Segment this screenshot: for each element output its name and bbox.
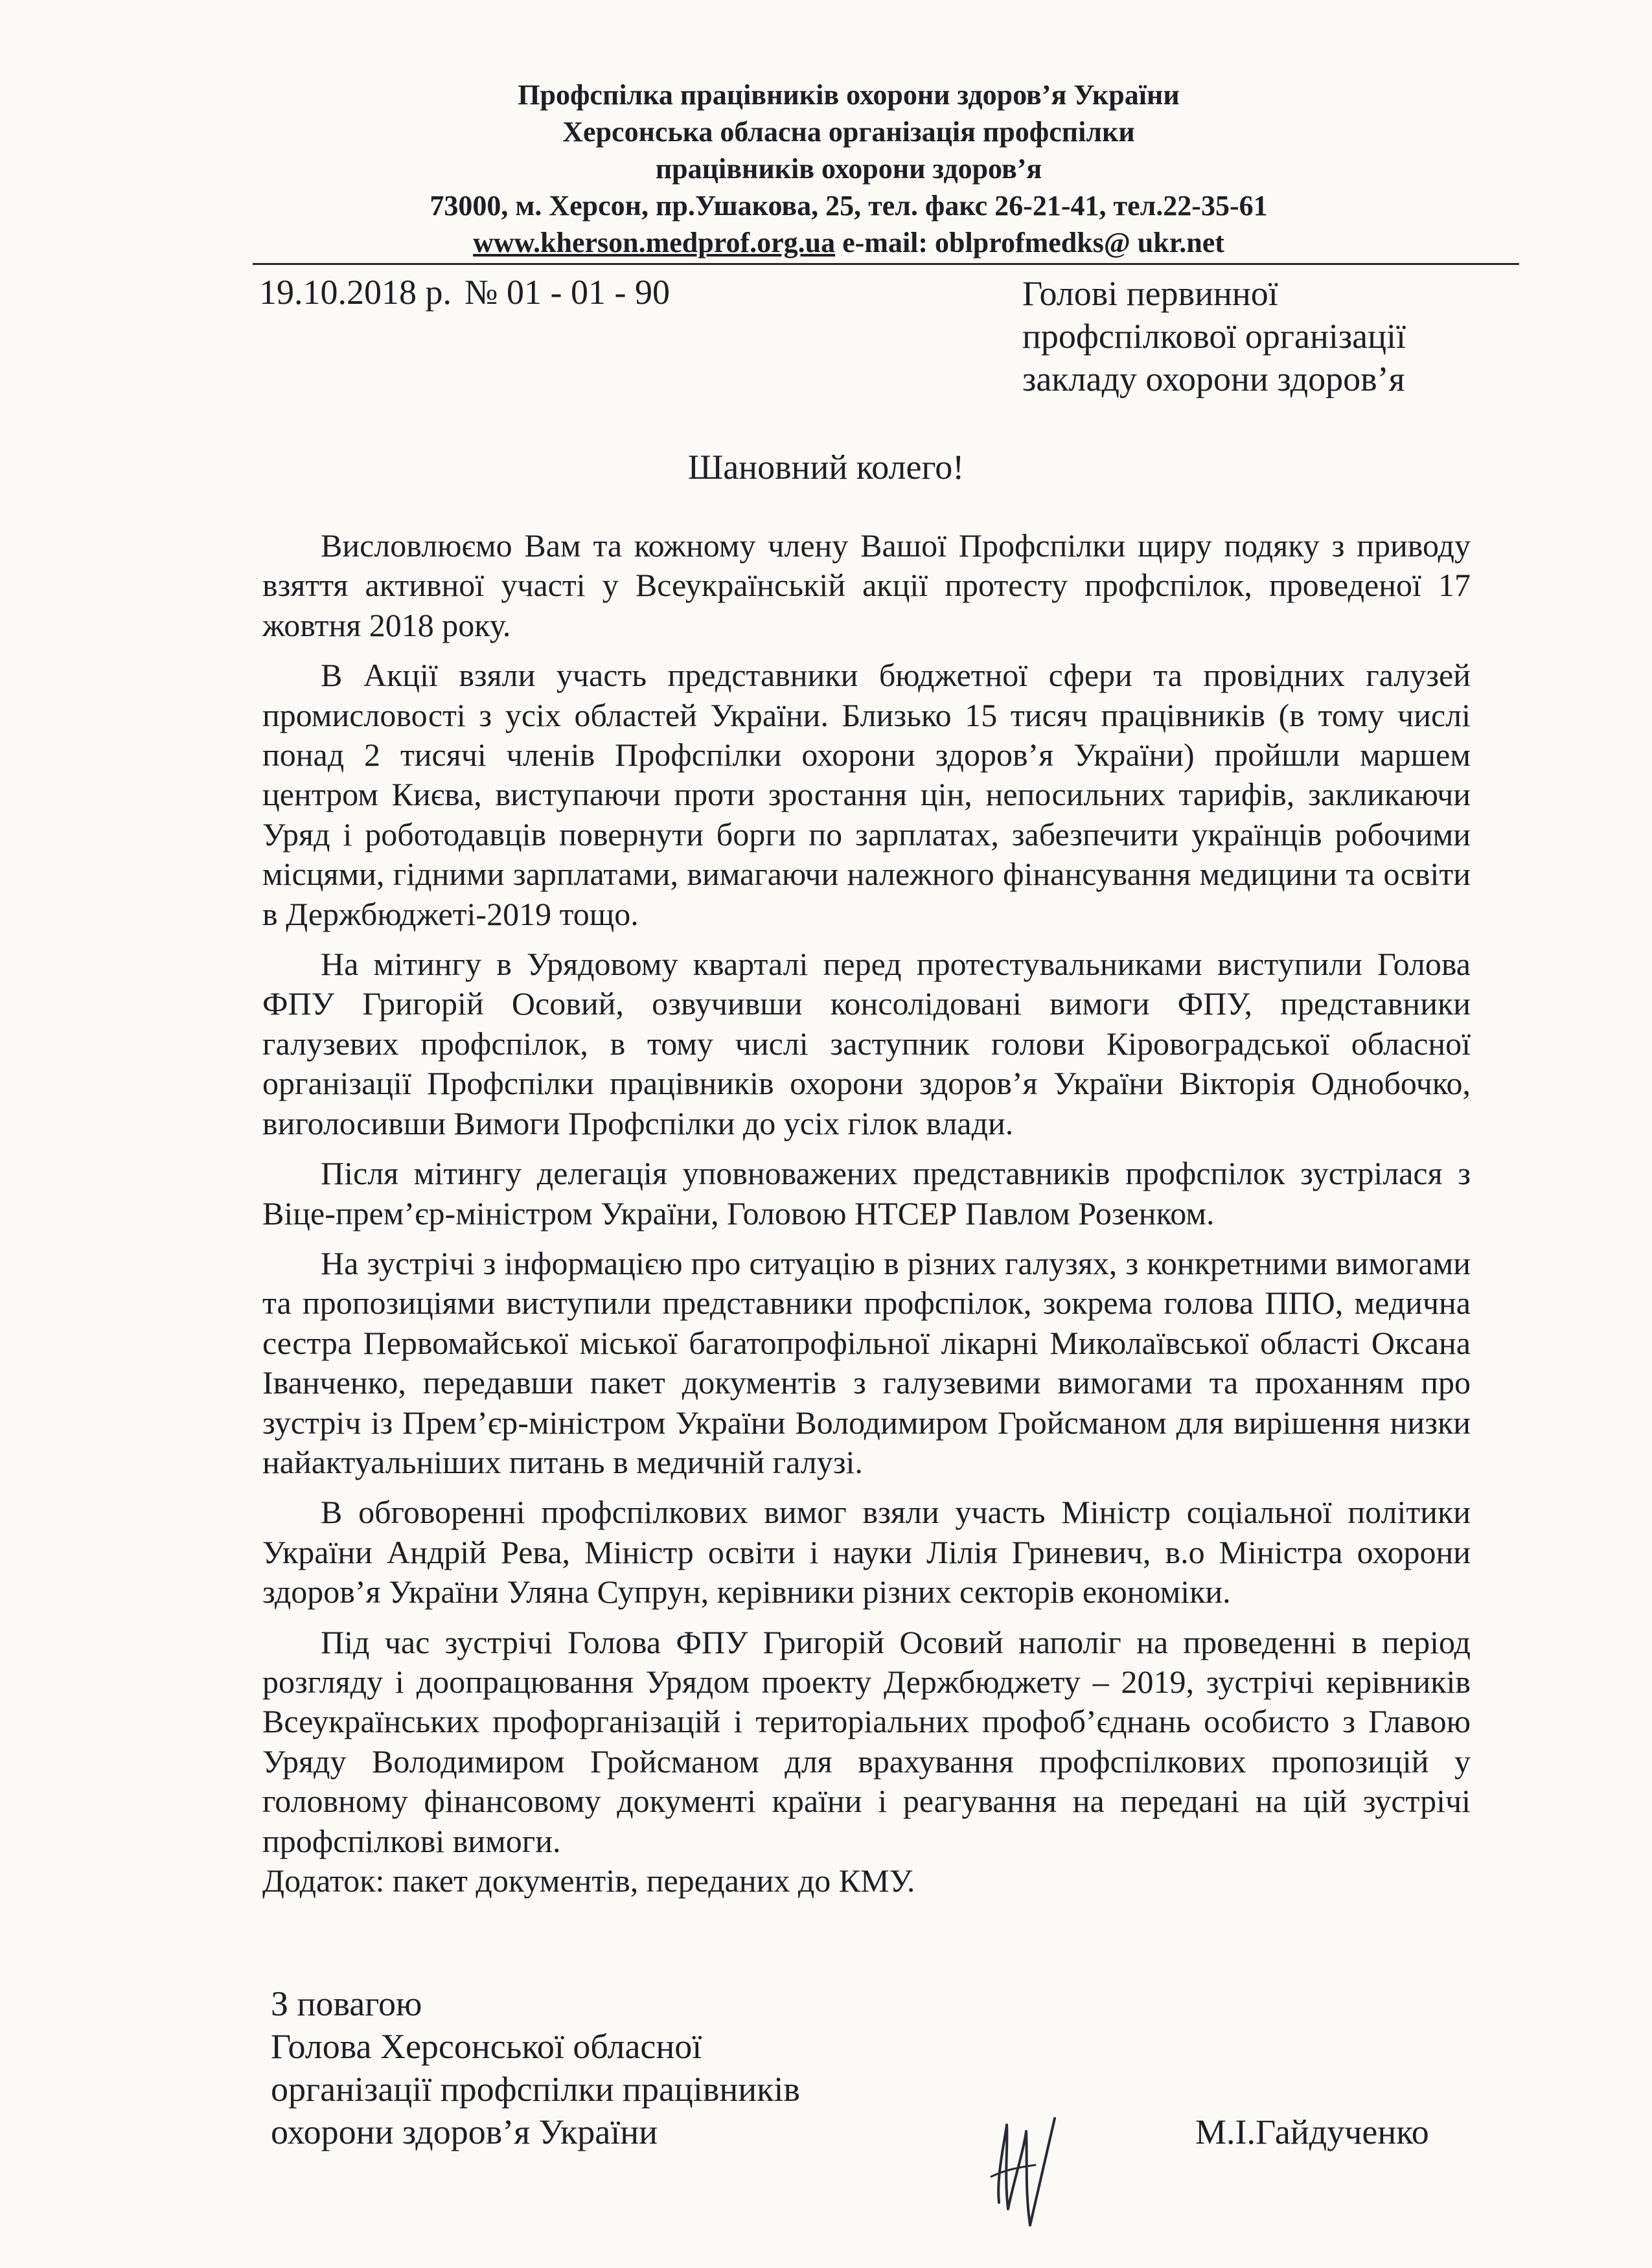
letter-date: 19.10.2018 р. [259,273,452,312]
appendix-note: Додаток: пакет документів, переданих до КМУ. [262,1862,915,1899]
recipient-line2: профспілкової організації [1022,317,1406,356]
body-paragraph: В Акції взяли участь представники бюджетної сфери та провідних галузей промисловості з усіх областей України. Близько 15 тисяч працівників (в тому числі понад 2 тисячі членів Профспілки охорони здоров’я України) пройшли маршем центром Києва, виступаючи проти зростання цін, непосильних тарифів, закликаючи Уряд і роботодавців повернути борги по зарплатах, забезпечити українців робочими місцями, гідними зарплатами, вимагаючи належного фінансування медицини та освіти в Держбюджеті-2019 тощо. [262,657,1471,932]
handwritten-signature-icon [985,2105,1062,2228]
letter-number: № 01 - 01 - 90 [465,273,670,312]
body-paragraph: На зустрічі з інформацією про ситуацію в різних галузях, з конкретними вимогами та пропозиціями виступили представники профспілок, зокрема голова ППО, медична сестра Первомайської міської багатопрофільної лікарні Миколаївської області Оксана Іванченко, передавши пакет документів з галузевими вимогами та проханням про зустріч із Прем’єр-міністром України Володимиром Гройсманом для вирішення низки найактуальніших питань в медичній галузі. [262,1244,1471,1480]
body-paragraph: Під час зустрічі Голова ФПУ Григорій Осовий наполіг на проведенні в період розгляду і доопрацювання Урядом проекту Держбюджету – 2019, зустрічі керівників Всеукраїнських профорганізацій і територіальних профоб’єднань особисто з Главою Уряду Володимиром Гройсманом для врахування профспілкових пропозицій у головному фінансовому документі країни і реагування на передані на цій зустрічі профспілкові вимоги. [262,1623,1471,1859]
org-address: 73000, м. Херсон, пр.Ушакова, 25, тел. факс 26-21-41, тел.22-35-61 [430,190,1268,222]
org-name-line2: Херсонська обласна організація профспілки [562,116,1135,148]
closing-line3: організації профспілки працівників [271,2070,800,2109]
body-paragraph: Після мітингу делегація уповноважених представників профспілок зустрілася з Віце-прем’єр-міністром України, Головою НТСЕР Павлом Розенком. [262,1155,1471,1231]
signer-name: М.І.Гайдученко [1195,2113,1429,2151]
recipient-line1: Голові первинної [1022,274,1278,313]
recipient-block [1022,272,1406,400]
salutation: Шановний колего! [687,448,965,487]
letterhead [259,76,1438,261]
website-link[interactable]: www.kherson.medprof.org.ua [473,227,836,258]
closing-line4: охорони здоров’я України [271,2113,658,2151]
org-name-line3: працівників охорони здоров’я [655,153,1042,185]
recipient-line3: закладу охорони здоров’я [1022,360,1405,398]
org-name-line1: Профспілка працівників охорони здоров’я України [518,79,1180,111]
letter-body [262,526,1471,1911]
org-contacts [259,224,1438,261]
closing-line2: Голова Херсонської обласної [271,2027,702,2066]
registration-line [259,272,670,312]
body-paragraph: На мітингу в Урядовому кварталі перед протестувальниками виступили Голова ФПУ Григорій Осовий, озвучивши консолідовані вимоги ФПУ, представники галузевих профспілок, в тому числі заступник голови Кіровоградської обласної організації Профспілки працівників охорони здоров’я України Вікторія Однобочко, виголосивши Вимоги Профспілки до усіх гілок влади. [262,946,1471,1141]
letterhead-divider [253,263,1519,265]
body-paragraph: В обговоренні профспілкових вимог взяли участь Міністр соціальної політики України Андрій Рева, Міністр освіти і науки Лілія Гриневич, в.о Міністра охорони здоров’я України Уляна Супрун, керівники різних секторів економіки. [262,1494,1471,1610]
closing-line1: З повагою [271,1984,422,2023]
body-paragraph: Висловлюємо Вам та кожному члену Вашої Профспілки щиру подяку з приводу взяття активної участі у Всеукраїнській акції протесту профспілок, проведеної 17 жовтня 2018 року. [262,527,1471,643]
closing-block [271,1982,800,2153]
email-text: e-mail: oblprofmedks@ ukr.net [835,227,1224,258]
